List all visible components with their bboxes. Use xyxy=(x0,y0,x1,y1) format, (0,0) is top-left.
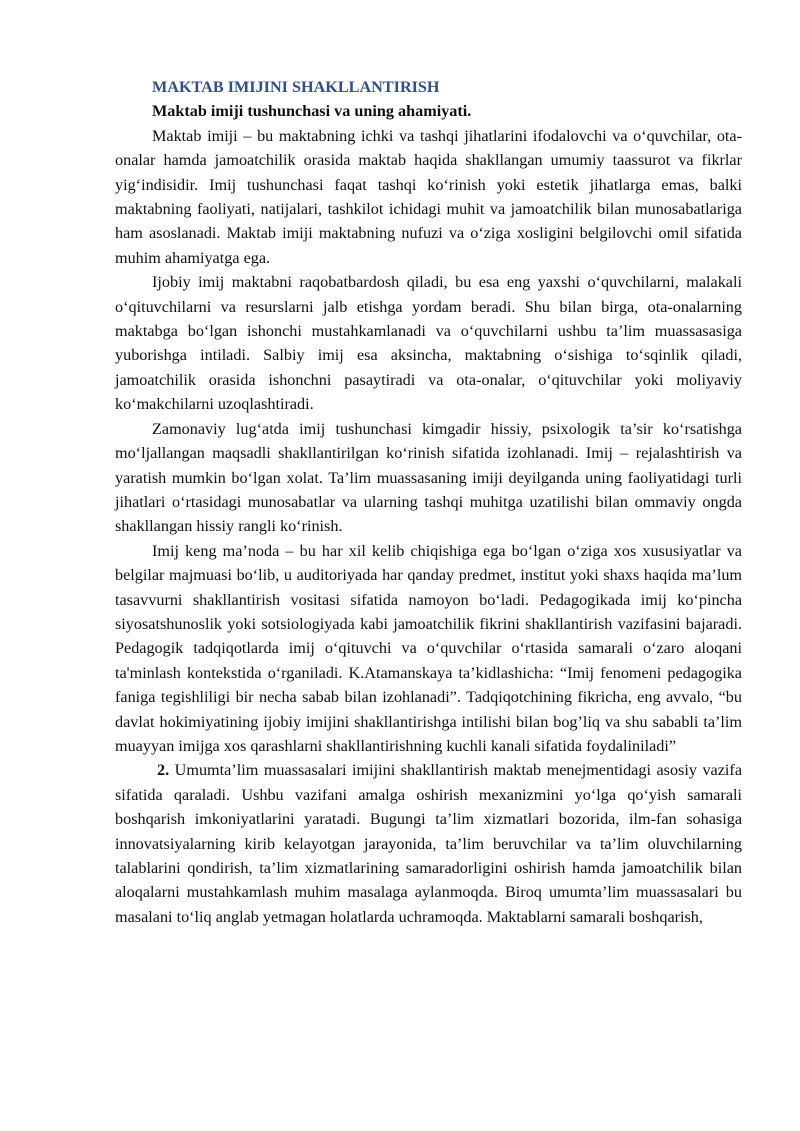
paragraph-number: 2. xyxy=(157,761,170,780)
section-subtitle: Maktab imiji tushunchasi va uning ahamiyati. xyxy=(152,102,472,121)
paragraph-numbered-text: Umumta’lim muassasalari imijini shakllantirish maktab menejmentidagi asosiy vazifa sifatida qaraladi. Ushbu vazifani amalga oshirish mexanizmini yo‘lga qo‘yish samarali boshqarish imkoniyatlarini yaratadi. Bugungi ta’lim xizmatlari bozorida, ilm-fan sohasiga innovatsiyalarning kirib kelayotgan jarayonida, ta’lim beruvchilar va ta’lim oluvchilarning talablarini qondirish, ta’lim xizmatlarining samaradorligini oshirish hamda jamoatchilik bilan aloqalarni mustahkamlash muhim masalaga aylanmoqda. Biroq umumta’lim muassasalari bu masalani to‘liq anglab yetmagan holatlarda uchramoqda. Maktablarni samarali boshqarish, xyxy=(115,761,742,926)
paragraph-definition: Maktab imiji – bu maktabning ichki va tashqi jihatlarini ifodalovchi va o‘quvchilar, ota-onalar hamda jamoatchilik orasida maktab haqida shakllangan umumiy taassurot va fikrlar yig‘indisidir. Imij tushunchasi faqat tashqi ko‘rinish yoki estetik jihatlarga emas, balki maktabning faoliyati, natijalari, tashkilot ichidagi muhit va jamoatchilik bilan munosabatlariga ham asoslanadi. Maktab imiji maktabning nufuzi va o‘ziga xosligini belgilovchi omil sifatida muhim ahamiyatga ega. xyxy=(115,126,742,267)
paragraph-modern-dictionary: Zamonaviy lug‘atda imij tushunchasi kimgadir hissiy, psixologik ta’sir ko‘rsatishga mo‘ljallangan maqsadli shakllantirilgan ko‘rinish sifatida izohlanadi. Imij – rejalashtirish va yaratish mumkin bo‘lgan xolat. Ta’lim muassasaning imiji deyilganda uning faoliyatidagi turli jihatlari o‘rtasidagi munosabatlar va ularning tashqi muhitga uzatilishi bilan ommaviy ongda shakllangan hissiy rangli ko‘rinish. xyxy=(115,419,742,536)
document-title: MAKTAB IMIJINI SHAKLLANTIRISH xyxy=(152,78,440,96)
document-page xyxy=(115,75,742,929)
paragraph-broad-meaning: Imij keng ma’noda – bu har xil kelib chiqishiga ega bo‘lgan o‘ziga xos xususiyatlar va belgilar majmuasi bo‘lib, u auditoriyada har qanday predmet, institut yoki shaxs haqida ma’lum tasavvurni shakllantirish vositasi sifatida namoyon bo‘ladi. Pedagogikada imij ko‘pincha siyosatshunoslik yoki sotsiologiyada kabi jamoatchilik fikrini shakllantirish vazifasini bajaradi. Pedagogik tadqiqotlarda imij o‘qituvchi va o‘quvchilar o‘rtasida samarali o‘zaro aloqani ta'minlash kontekstida o‘rganiladi. K.Atamanskaya ta’kidlashicha: “Imij fenomeni pedagogika faniga tegishliligi bir necha sabab bilan izohlanadi”. Tadqiqotchining fikricha, eng avvalo, “bu davlat hokimiyatining ijobiy imijini shakllantirishga intilishi bilan bog’liq va shu sababli ta’lim muayyan imijga xos qarashlarni shakllantirishning kuchli kanali sifatida foydaliniladi” xyxy=(115,541,742,755)
paragraph-positive-image: Ijobiy imij maktabni raqobatbardosh qiladi, bu esa eng yaxshi o‘quvchilarni, malakali o‘qituvchilarni va resurslarni jalb etishga yordam beradi. Shu bilan birga, ota-onalarning maktabga bo‘lgan ishonchi mustahkamlanadi va o‘quvchilarni ushbu ta’lim muassasasiga yuborishga intiladi. Salbiy imij esa aksincha, maktabning o‘sishiga to‘sqinlik qiladi, jamoatchilik orasida ishonchni pasaytiradi va ota-onalar, o‘qituvchilar yoki moliyaviy ko‘makchilarni uzoqlashtiradi. xyxy=(115,273,742,414)
paragraph-numbered xyxy=(115,758,742,929)
